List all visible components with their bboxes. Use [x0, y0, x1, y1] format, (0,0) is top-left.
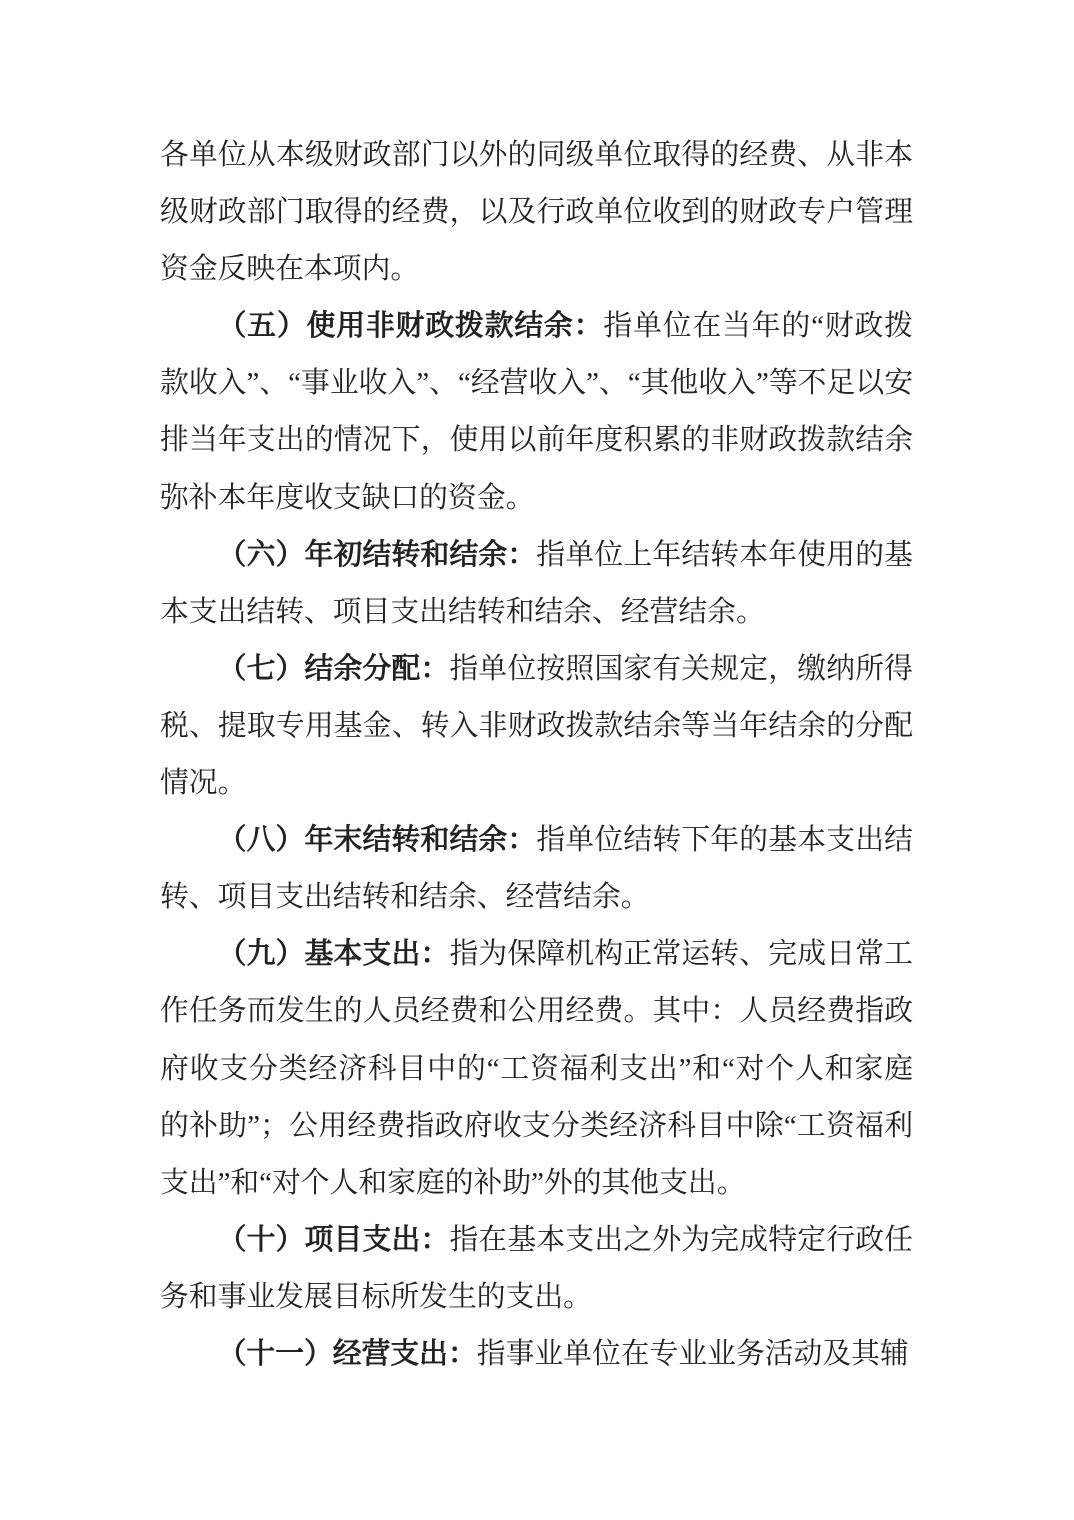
term-definition: 指事业单位在专业业务活动及其辅 — [476, 1337, 909, 1370]
term-definition: 指在基本支出之外为完成特定行政任务和事业发展目标所发生的支出。 — [160, 1223, 913, 1313]
term-definition: 指单位按照国家有关规定，缴纳所得税、提取专用基金、转入非财政拨款结余等当年结余的分配情况。 — [160, 652, 913, 800]
paragraph — [160, 127, 913, 298]
term-definition: 指单位结转下年的基本支出结转、项目支出结转和结余、经营结余。 — [160, 824, 913, 914]
term-label: （七）结余分配： — [217, 652, 450, 685]
term-label: （九）基本支出： — [217, 938, 450, 971]
term-label: （五）使用非财政拨款结余： — [217, 310, 604, 343]
term-label: （十）项目支出： — [217, 1223, 450, 1256]
paragraph — [160, 1326, 913, 1383]
term-definition: 指为保障机构正常运转、完成日常工作任务而发生的人员经费和公用经费。其中：人员经费指政府收支分类经济科目中的“工资福利支出”和“对个人和家庭的补助”；公用经费指政府收支分类经济科目中除“工资福利支出”和“对个人和家庭的补助”外的其他支出。 — [160, 938, 913, 1199]
paragraph-text: 各单位从本级财政部门以外的同级单位取得的经费、从非本级财政部门取得的经费，以及行政单位收到的财政专户管理资金反映在本项内。 — [160, 139, 913, 286]
paragraph — [160, 527, 913, 641]
paragraph — [160, 1212, 913, 1326]
term-label: （八）年末结转和结余： — [217, 824, 537, 857]
term-definition: 指单位在当年的“财政拨款收入”、“事业收入”、“经营收入”、“其他收入”等不足以安排当年支出的情况下，使用以前年度积累的非财政拨款结余弥补本年度收支缺口的资金。 — [160, 310, 913, 514]
paragraph — [160, 298, 913, 526]
term-definition: 指单位上年结转本年使用的基本支出结转、项目支出结转和结余、经营结余。 — [160, 538, 913, 628]
paragraph — [160, 812, 913, 926]
term-label: （十一）经营支出： — [217, 1337, 477, 1370]
paragraph — [160, 926, 913, 1211]
paragraph — [160, 641, 913, 812]
term-label: （六）年初结转和结余： — [217, 538, 537, 571]
document-text-block — [160, 127, 913, 1383]
